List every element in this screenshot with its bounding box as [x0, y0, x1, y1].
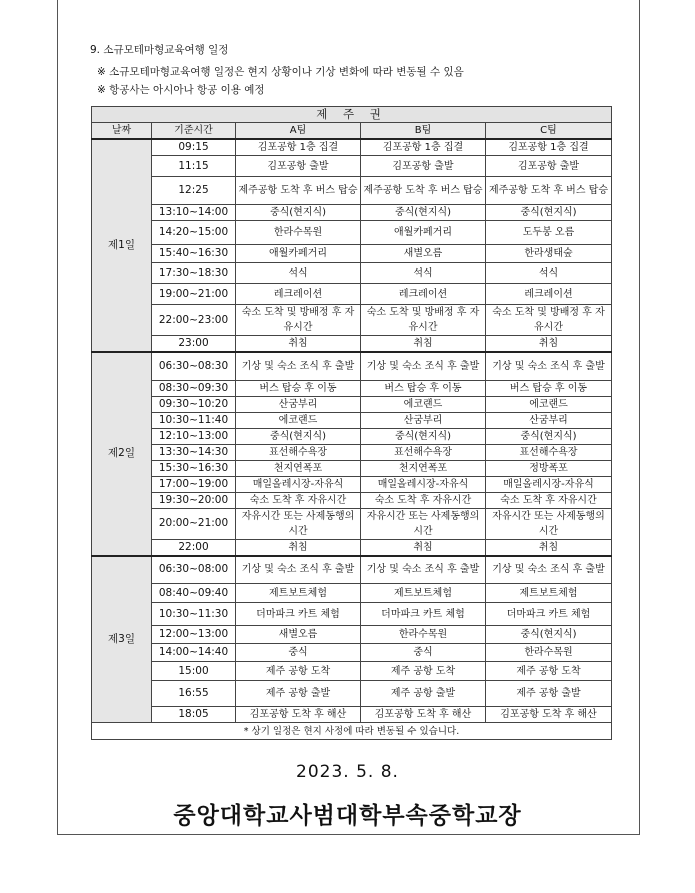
- time-cell: 18:05: [152, 707, 236, 723]
- team-a-cell: 에코랜드: [236, 412, 361, 428]
- table-row: [92, 508, 612, 539]
- time-cell: 12:10~13:00: [152, 428, 236, 444]
- team-c-cell: 중식(현지식): [486, 626, 612, 644]
- team-c-cell: 제트보트체험: [486, 584, 612, 603]
- table-row: [92, 305, 612, 336]
- team-b-cell: 취침: [361, 539, 486, 556]
- team-b-cell: 에코랜드: [361, 396, 486, 412]
- team-b-cell: 숙소 도착 및 방배정 후 자유시간: [361, 305, 486, 336]
- team-c-cell: 석식: [486, 263, 612, 284]
- team-a-cell: 제트보트체험: [236, 584, 361, 603]
- team-b-cell: 김포공항 출발: [361, 156, 486, 177]
- table-row: [92, 644, 612, 662]
- table-row: [92, 177, 612, 205]
- section-heading: 9. 소규모테마형교육여행 일정: [90, 44, 229, 56]
- time-cell: 14:00~14:40: [152, 644, 236, 662]
- team-b-cell: 기상 및 숙소 조식 후 출발: [361, 556, 486, 584]
- team-a-cell: 제주 공항 출발: [236, 681, 361, 707]
- team-a-cell: 버스 탑승 후 이동: [236, 380, 361, 396]
- team-c-cell: 제주 공항 도착: [486, 662, 612, 681]
- time-cell: 19:00~21:00: [152, 284, 236, 305]
- team-c-cell: 레크레이션: [486, 284, 612, 305]
- team-a-cell: 중식(현지식): [236, 428, 361, 444]
- table-row: [92, 205, 612, 221]
- team-a-cell: 레크레이션: [236, 284, 361, 305]
- table-row: [92, 352, 612, 380]
- team-a-cell: 기상 및 숙소 조식 후 출발: [236, 556, 361, 584]
- time-cell: 15:00: [152, 662, 236, 681]
- team-c-cell: 숙소 도착 및 방배정 후 자유시간: [486, 305, 612, 336]
- team-b-cell: 표선해수욕장: [361, 444, 486, 460]
- team-c-cell: 산굼부리: [486, 412, 612, 428]
- time-cell: 22:00~23:00: [152, 305, 236, 336]
- team-b-cell: 한라수목원: [361, 626, 486, 644]
- team-c-cell: 에코랜드: [486, 396, 612, 412]
- team-a-cell: 애월카페거리: [236, 245, 361, 263]
- table-row: [92, 492, 612, 508]
- table-row: [92, 603, 612, 626]
- airline-note: ※ 항공사는 아시아나 항공 이용 예정: [97, 84, 265, 96]
- team-a-cell: 매일올레시장-자유식: [236, 476, 361, 492]
- team-a-cell: 표선해수욕장: [236, 444, 361, 460]
- footer-note-row: [92, 723, 612, 740]
- team-b-cell: 제주 공항 도착: [361, 662, 486, 681]
- time-cell: 14:20~15:00: [152, 221, 236, 245]
- team-a-cell: 숙소 도착 및 방배정 후 자유시간: [236, 305, 361, 336]
- table-row: [92, 662, 612, 681]
- footer-note: * 상기 일정은 현지 사정에 따라 변동될 수 있습니다.: [92, 723, 612, 740]
- table-row: [92, 221, 612, 245]
- time-cell: 17:30~18:30: [152, 263, 236, 284]
- team-a-cell: 취침: [236, 336, 361, 353]
- region-title-row: [92, 107, 612, 123]
- column-header-day: 날짜: [92, 123, 152, 140]
- team-b-cell: 버스 탑승 후 이동: [361, 380, 486, 396]
- time-cell: 17:00~19:00: [152, 476, 236, 492]
- team-c-cell: 매일올레시장-자유식: [486, 476, 612, 492]
- time-cell: 10:30~11:30: [152, 603, 236, 626]
- team-a-cell: 김포공항 출발: [236, 156, 361, 177]
- team-c-cell: 중식(현지식): [486, 205, 612, 221]
- time-cell: 06:30~08:30: [152, 352, 236, 380]
- table-row: [92, 284, 612, 305]
- team-c-cell: 김포공항 1층 집결: [486, 139, 612, 156]
- time-cell: 06:30~08:00: [152, 556, 236, 584]
- team-b-cell: 천지연폭포: [361, 460, 486, 476]
- team-a-cell: 김포공항 도착 후 해산: [236, 707, 361, 723]
- team-c-cell: 한라생태숲: [486, 245, 612, 263]
- team-b-cell: 레크레이션: [361, 284, 486, 305]
- time-cell: 08:40~09:40: [152, 584, 236, 603]
- team-c-cell: 김포공항 도착 후 해산: [486, 707, 612, 723]
- team-a-cell: 천지연폭포: [236, 460, 361, 476]
- team-c-cell: 더마파크 카트 체험: [486, 603, 612, 626]
- team-b-cell: 김포공항 1층 집결: [361, 139, 486, 156]
- schedule-change-note: ※ 소규모테마형교육여행 일정은 현지 상황이나 기상 변화에 따라 변동될 수 있음: [97, 66, 464, 78]
- team-b-cell: 숙소 도착 후 자유시간: [361, 492, 486, 508]
- time-cell: 09:30~10:20: [152, 396, 236, 412]
- team-c-cell: 취침: [486, 336, 612, 353]
- team-a-cell: 숙소 도착 후 자유시간: [236, 492, 361, 508]
- time-cell: 12:00~13:00: [152, 626, 236, 644]
- column-header-team-b: B팀: [361, 123, 486, 140]
- team-b-cell: 중식(현지식): [361, 205, 486, 221]
- table-row: [92, 428, 612, 444]
- document-date: 2023. 5. 8.: [296, 762, 399, 782]
- table-row: [92, 626, 612, 644]
- signer-name: 중앙대학교사범대학부속중학교장: [173, 803, 522, 829]
- team-a-cell: 산굼부리: [236, 396, 361, 412]
- team-c-cell: 버스 탑승 후 이동: [486, 380, 612, 396]
- table-row: [92, 396, 612, 412]
- team-a-cell: 중식: [236, 644, 361, 662]
- team-b-cell: 중식: [361, 644, 486, 662]
- table-row: [92, 139, 612, 156]
- team-c-cell: 정방폭포: [486, 460, 612, 476]
- table-row: [92, 584, 612, 603]
- team-b-cell: 석식: [361, 263, 486, 284]
- time-cell: 12:25: [152, 177, 236, 205]
- region-title: 제 주 권: [92, 107, 612, 123]
- team-b-cell: 매일올레시장-자유식: [361, 476, 486, 492]
- time-cell: 22:00: [152, 539, 236, 556]
- team-c-cell: 한라수목원: [486, 644, 612, 662]
- team-b-cell: 김포공항 도착 후 해산: [361, 707, 486, 723]
- team-c-cell: 취침: [486, 539, 612, 556]
- team-b-cell: 제주 공항 출발: [361, 681, 486, 707]
- team-b-cell: 기상 및 숙소 조식 후 출발: [361, 352, 486, 380]
- team-b-cell: 애월카페거리: [361, 221, 486, 245]
- team-a-cell: 기상 및 숙소 조식 후 출발: [236, 352, 361, 380]
- table-row: [92, 156, 612, 177]
- table-row: [92, 460, 612, 476]
- schedule-table: [91, 106, 612, 740]
- team-c-cell: 제주공항 도착 후 버스 탑승: [486, 177, 612, 205]
- team-c-cell: 숙소 도착 후 자유시간: [486, 492, 612, 508]
- team-a-cell: 김포공항 1층 집결: [236, 139, 361, 156]
- team-c-cell: 기상 및 숙소 조식 후 출발: [486, 556, 612, 584]
- time-cell: 15:40~16:30: [152, 245, 236, 263]
- team-b-cell: 중식(현지식): [361, 428, 486, 444]
- time-cell: 09:15: [152, 139, 236, 156]
- table-row: [92, 444, 612, 460]
- day-label: 제1일: [92, 139, 152, 352]
- team-b-cell: 취침: [361, 336, 486, 353]
- team-c-cell: 표선해수욕장: [486, 444, 612, 460]
- column-header-team-c: C팀: [486, 123, 612, 140]
- column-header-row: [92, 123, 612, 140]
- table-row: [92, 336, 612, 353]
- team-a-cell: 중식(현지식): [236, 205, 361, 221]
- table-row: [92, 412, 612, 428]
- team-b-cell: 자유시간 또는 사제동행의 시간: [361, 508, 486, 539]
- table-row: [92, 263, 612, 284]
- team-a-cell: 한라수목원: [236, 221, 361, 245]
- team-a-cell: 새별오름: [236, 626, 361, 644]
- team-a-cell: 제주공항 도착 후 버스 탑승: [236, 177, 361, 205]
- time-cell: 23:00: [152, 336, 236, 353]
- team-b-cell: 제트보트체험: [361, 584, 486, 603]
- team-c-cell: 중식(현지식): [486, 428, 612, 444]
- team-c-cell: 기상 및 숙소 조식 후 출발: [486, 352, 612, 380]
- column-header-time: 기준시간: [152, 123, 236, 140]
- time-cell: 13:30~14:30: [152, 444, 236, 460]
- column-header-team-a: A팀: [236, 123, 361, 140]
- time-cell: 10:30~11:40: [152, 412, 236, 428]
- team-c-cell: 김포공항 출발: [486, 156, 612, 177]
- team-b-cell: 더마파크 카트 체험: [361, 603, 486, 626]
- team-b-cell: 새별오름: [361, 245, 486, 263]
- table-row: [92, 380, 612, 396]
- day-label: 제2일: [92, 352, 152, 556]
- table-row: [92, 556, 612, 584]
- team-b-cell: 제주공항 도착 후 버스 탑승: [361, 177, 486, 205]
- time-cell: 13:10~14:00: [152, 205, 236, 221]
- table-row: [92, 245, 612, 263]
- time-cell: 16:55: [152, 681, 236, 707]
- team-b-cell: 산굼부리: [361, 412, 486, 428]
- team-c-cell: 제주 공항 출발: [486, 681, 612, 707]
- table-row: [92, 539, 612, 556]
- team-a-cell: 제주 공항 도착: [236, 662, 361, 681]
- team-c-cell: 자유시간 또는 사제동행의 시간: [486, 508, 612, 539]
- table-row: [92, 476, 612, 492]
- time-cell: 08:30~09:30: [152, 380, 236, 396]
- team-a-cell: 석식: [236, 263, 361, 284]
- table-row: [92, 681, 612, 707]
- team-c-cell: 도두봉 오름: [486, 221, 612, 245]
- team-a-cell: 더마파크 카트 체험: [236, 603, 361, 626]
- time-cell: 11:15: [152, 156, 236, 177]
- team-a-cell: 취침: [236, 539, 361, 556]
- team-a-cell: 자유시간 또는 사제동행의 시간: [236, 508, 361, 539]
- time-cell: 19:30~20:00: [152, 492, 236, 508]
- time-cell: 15:30~16:30: [152, 460, 236, 476]
- table-row: [92, 707, 612, 723]
- time-cell: 20:00~21:00: [152, 508, 236, 539]
- day-label: 제3일: [92, 556, 152, 723]
